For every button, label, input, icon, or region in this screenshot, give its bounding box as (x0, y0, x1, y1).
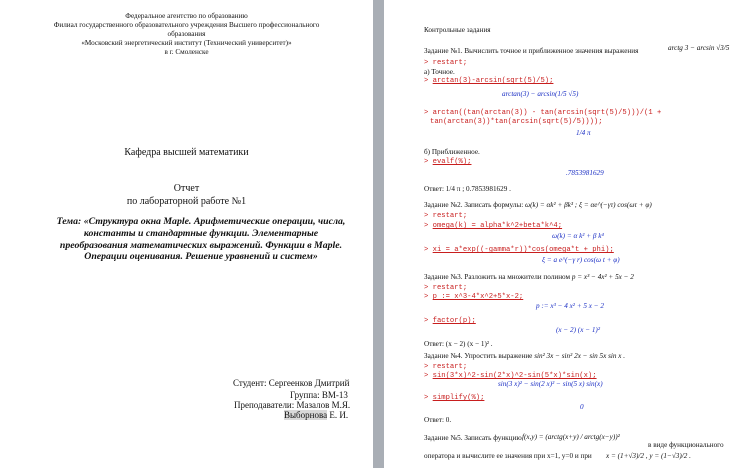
command-5[interactable]: xi = a*exp((-gamma*r))*cos(omega*t + phi); (432, 246, 614, 254)
task4-expression: sin² 3x − sin² 2x − sin 5x sin x . (534, 352, 626, 360)
task2-text: Задание №2. Записать формулы: ω(k) = αk² + βk³ ; ξ = αe^(−γτ) cos(ωτ + φ) (424, 201, 652, 209)
output-1: arctan(3) − arcsin(1/5 √5) (502, 90, 579, 98)
teacher2-line (284, 410, 348, 421)
prompt-cmd-6[interactable]: > p := x^3-4*x^2+5*x-2; (424, 293, 524, 301)
output-3: .7853981629 (566, 169, 604, 177)
report-topic: Тема: «Структура окна Maple. Арифметические операции, числа, константы и стандартные функции. Элементарные преобразования математических выражений. Функции в Maple. Операции оценивания. Решение уравнений и систем» (56, 216, 346, 263)
prompt-restart-4[interactable]: > restart; (424, 363, 468, 371)
tasks-heading: Контрольные задания (424, 26, 491, 34)
output-2: 1/4 π (576, 129, 591, 137)
command-8[interactable]: sin(3*x)^2-sin(2*x)^2-sin(5*x)*sin(x); (432, 372, 597, 380)
department-title: Кафедра высшей математики (124, 147, 249, 158)
prompt-cmd-7[interactable]: > factor(p); (424, 317, 476, 325)
answer-1: Ответ: 1/4 π ; 0.7853981629 . (424, 185, 511, 193)
task1-text: Задание №1. Вычислить точное и приближенное значения выражения (424, 47, 639, 55)
task5-function: f(x,y) = (arctg(x+y) / arctg(x−y))² (522, 433, 620, 441)
teachers-line: Преподаватели: Мазалов М.Я. (234, 400, 351, 410)
task2-formula: ω(k) = αk² + βk³ ; ξ = αe^(−γτ) cos(ωτ + φ) (525, 201, 652, 209)
task5-values: x = (1+√3)/2 , y = (1−√3)/2 . (606, 452, 691, 460)
command-1[interactable]: arctan(3)-arcsin(sqrt(5)/5); (432, 77, 554, 85)
header-line-1: Федеральное агентство по образованию (125, 12, 248, 20)
prompt-cmd-4[interactable]: > omega(k) = alpha*k^2+beta*k^4; (424, 222, 563, 230)
command-6[interactable]: p := x^3-4*x^2+5*x-2; (432, 293, 524, 301)
report-title-page (0, 0, 373, 468)
answer-3: Ответ: (x − 2) (x − 1)² . (424, 340, 493, 348)
task3-polynomial: p = x³ − 4x² + 5x − 2 (571, 273, 634, 281)
prompt-restart-3[interactable]: > restart; (424, 284, 468, 292)
task5-text: Задание №5. Записать функцию (424, 434, 522, 442)
task3-text: Задание №3. Разложить на множители полином p = x³ − 4x² + 5x − 2 (424, 273, 634, 281)
prompt-restart-1[interactable]: > restart; (424, 59, 468, 67)
task1-expression: arctg 3 − arcsin √3/5 (668, 44, 730, 52)
group-line: Группа: ВМ-13 (290, 390, 348, 400)
command-2-line-1[interactable]: arctan((tan(arctan(3)) - tan(arcsin(sqrt(5)/5)))/(1 + (432, 109, 662, 117)
student-line: Студент: Сергеенков Дмитрий (233, 378, 350, 388)
label-exact: а) Точное. (424, 68, 455, 76)
prompt-cmd-8[interactable]: > sin(3*x)^2-sin(2*x)^2-sin(5*x)*sin(x); (424, 372, 597, 380)
teacher2-name: Выборнова (284, 410, 328, 420)
command-4[interactable]: omega(k) = alpha*k^2+beta*k^4; (432, 222, 563, 230)
output-9: 0 (580, 403, 584, 411)
header-line-5: в г. Смоленске (164, 48, 209, 56)
label-approx: б) Приближенное. (424, 148, 480, 156)
report-title: Отчет (173, 183, 200, 194)
task4-text: Задание №4. Упростить выражение sin² 3x − sin² 2x − sin 5x sin x . (424, 352, 626, 360)
task5-line-2: оператора и вычислите ее значения при x=1, y=0 и при (424, 452, 592, 460)
prompt-restart-2[interactable]: > restart; (424, 212, 468, 220)
command-3[interactable]: evalf(%); (432, 158, 472, 166)
prompt-cmd-3[interactable]: > evalf(%); (424, 158, 472, 166)
report-subtitle: по лабораторной работе №1 (126, 196, 247, 207)
header-line-2: Филиал государственного образовательного учреждения Высшего профессионального (53, 21, 320, 29)
output-4: ω(k) = α k² + β k⁴ (552, 232, 604, 240)
page-gutter (373, 0, 384, 468)
output-5: ξ = a e^(−γ r) cos(ω t + φ) (542, 256, 620, 264)
command-9[interactable]: simplify(%); (432, 394, 485, 402)
header-line-4: «Московский энергетический институт (Технический университет)» (81, 39, 292, 47)
prompt-cmd-2a[interactable]: > arctan((tan(arctan(3)) - tan(arcsin(sqrt(5)/5)))/(1 + (424, 109, 662, 117)
output-6: p := x³ − 4 x² + 5 x − 2 (536, 302, 605, 310)
restart-command[interactable]: restart; (432, 59, 468, 67)
output-7: (x − 2) (x − 1)² (556, 326, 600, 334)
prompt-cmd-5[interactable]: > xi = a*exp((-gamma*r))*cos(omega*t + phi); (424, 246, 614, 254)
header-line-3: образования (167, 30, 206, 38)
task5-rest: в виде функционального (648, 441, 724, 449)
teacher2-initials: Е. И. (327, 410, 349, 420)
prompt-cmd-9[interactable]: > simplify(%); (424, 394, 485, 402)
control-tasks-page (384, 0, 750, 468)
command-7[interactable]: factor(p); (432, 317, 476, 325)
answer-4: Ответ: 0. (424, 416, 452, 424)
prompt-cmd-1[interactable]: > arctan(3)-arcsin(sqrt(5)/5); (424, 77, 554, 85)
command-2-line-2[interactable]: tan(arctan(3))*tan(arcsin(sqrt(5)/5)))); (430, 118, 603, 126)
output-8: sin(3 x)² − sin(2 x)² − sin(5 x) sin(x) (498, 380, 603, 388)
